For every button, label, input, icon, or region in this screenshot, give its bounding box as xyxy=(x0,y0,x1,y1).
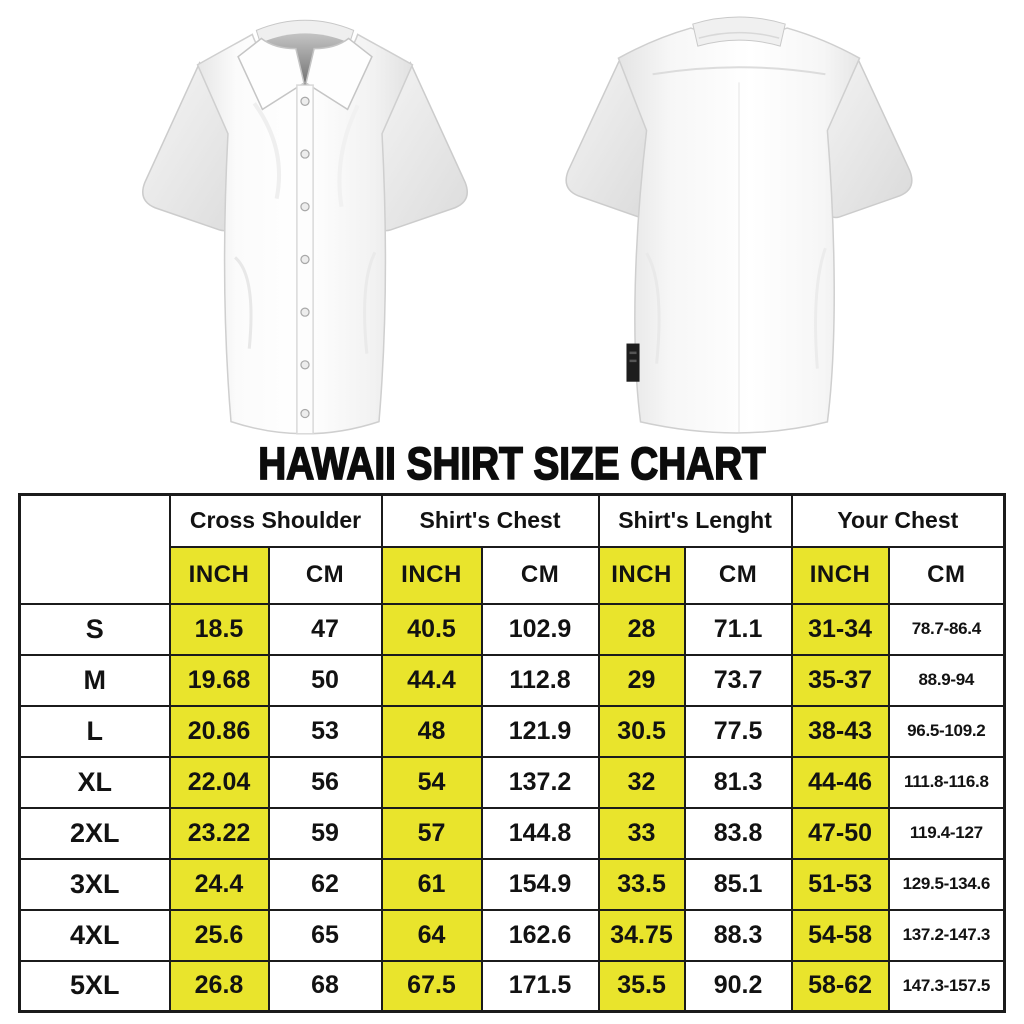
value-cell: 47 xyxy=(269,604,382,655)
value-cell: 30.5 xyxy=(599,706,685,757)
table-row-3xl xyxy=(20,859,1005,910)
value-cell: 111.8-116.8 xyxy=(889,757,1005,808)
value-cell: 59 xyxy=(269,808,382,859)
value-cell: 57 xyxy=(382,808,482,859)
value-cell: 51-53 xyxy=(792,859,889,910)
value-cell: 147.3-157.5 xyxy=(889,961,1005,1012)
value-cell: 35.5 xyxy=(599,961,685,1012)
size-label: M xyxy=(20,655,170,706)
group-header-shirts-chest: Shirt's Chest xyxy=(382,495,599,547)
value-cell: 64 xyxy=(382,910,482,961)
value-cell: 71.1 xyxy=(685,604,792,655)
table-row-m xyxy=(20,655,1005,706)
unit-header-cm: CM xyxy=(889,547,1005,604)
unit-header-inch: INCH xyxy=(792,547,889,604)
value-cell: 85.1 xyxy=(685,859,792,910)
unit-header-cm: CM xyxy=(685,547,792,604)
size-label: 3XL xyxy=(20,859,170,910)
value-cell: 68 xyxy=(269,961,382,1012)
group-header-cross-shoulder: Cross Shoulder xyxy=(170,495,382,547)
unit-header-inch: INCH xyxy=(382,547,482,604)
value-cell: 38-43 xyxy=(792,706,889,757)
value-cell: 28 xyxy=(599,604,685,655)
value-cell: 47-50 xyxy=(792,808,889,859)
value-cell: 102.9 xyxy=(482,604,599,655)
size-label: L xyxy=(20,706,170,757)
value-cell: 88.9-94 xyxy=(889,655,1005,706)
table-row-s xyxy=(20,604,1005,655)
value-cell: 77.5 xyxy=(685,706,792,757)
value-cell: 144.8 xyxy=(482,808,599,859)
value-cell: 61 xyxy=(382,859,482,910)
value-cell: 67.5 xyxy=(382,961,482,1012)
back-hem-tag xyxy=(626,344,639,382)
value-cell: 29 xyxy=(599,655,685,706)
table-row-xl xyxy=(20,757,1005,808)
value-cell: 20.86 xyxy=(170,706,269,757)
value-cell: 48 xyxy=(382,706,482,757)
size-label: S xyxy=(20,604,170,655)
table-row-l xyxy=(20,706,1005,757)
value-cell: 35-37 xyxy=(792,655,889,706)
value-cell: 34.75 xyxy=(599,910,685,961)
value-cell: 56 xyxy=(269,757,382,808)
table-row-5xl xyxy=(20,961,1005,1012)
value-cell: 129.5-134.6 xyxy=(889,859,1005,910)
page-title: HAWAII SHIRT SIZE CHART xyxy=(258,438,766,489)
size-label: 2XL xyxy=(20,808,170,859)
value-cell: 44.4 xyxy=(382,655,482,706)
value-cell: 78.7-86.4 xyxy=(889,604,1005,655)
value-cell: 73.7 xyxy=(685,655,792,706)
value-cell: 19.68 xyxy=(170,655,269,706)
value-cell: 96.5-109.2 xyxy=(889,706,1005,757)
value-cell: 18.5 xyxy=(170,604,269,655)
value-cell: 40.5 xyxy=(382,604,482,655)
value-cell: 22.04 xyxy=(170,757,269,808)
unit-header-inch: INCH xyxy=(170,547,269,604)
value-cell: 121.9 xyxy=(482,706,599,757)
value-cell: 50 xyxy=(269,655,382,706)
value-cell: 25.6 xyxy=(170,910,269,961)
group-header-shirts-lenght: Shirt's Lenght xyxy=(599,495,792,547)
value-cell: 33 xyxy=(599,808,685,859)
value-cell: 81.3 xyxy=(685,757,792,808)
table-row-2xl xyxy=(20,808,1005,859)
corner-cell xyxy=(20,495,170,604)
value-cell: 112.8 xyxy=(482,655,599,706)
value-cell: 65 xyxy=(269,910,382,961)
unit-header-cm: CM xyxy=(269,547,382,604)
group-header-your-chest: Your Chest xyxy=(792,495,1005,547)
value-cell: 83.8 xyxy=(685,808,792,859)
table-row-4xl xyxy=(20,910,1005,961)
shirt-back-illustration xyxy=(538,12,940,444)
value-cell: 90.2 xyxy=(685,961,792,1012)
value-cell: 33.5 xyxy=(599,859,685,910)
value-cell: 62 xyxy=(269,859,382,910)
value-cell: 137.2-147.3 xyxy=(889,910,1005,961)
size-label: 5XL xyxy=(20,961,170,1012)
value-cell: 171.5 xyxy=(482,961,599,1012)
size-label: 4XL xyxy=(20,910,170,961)
value-cell: 54-58 xyxy=(792,910,889,961)
value-cell: 26.8 xyxy=(170,961,269,1012)
size-chart-table xyxy=(18,493,1006,1013)
unit-header-cm: CM xyxy=(482,547,599,604)
value-cell: 31-34 xyxy=(792,604,889,655)
value-cell: 162.6 xyxy=(482,910,599,961)
value-cell: 24.4 xyxy=(170,859,269,910)
value-cell: 53 xyxy=(269,706,382,757)
value-cell: 58-62 xyxy=(792,961,889,1012)
shirt-front-illustration xyxy=(132,4,478,450)
value-cell: 23.22 xyxy=(170,808,269,859)
value-cell: 137.2 xyxy=(482,757,599,808)
size-label: XL xyxy=(20,757,170,808)
value-cell: 32 xyxy=(599,757,685,808)
unit-header-inch: INCH xyxy=(599,547,685,604)
value-cell: 54 xyxy=(382,757,482,808)
value-cell: 44-46 xyxy=(792,757,889,808)
value-cell: 119.4-127 xyxy=(889,808,1005,859)
value-cell: 154.9 xyxy=(482,859,599,910)
value-cell: 88.3 xyxy=(685,910,792,961)
